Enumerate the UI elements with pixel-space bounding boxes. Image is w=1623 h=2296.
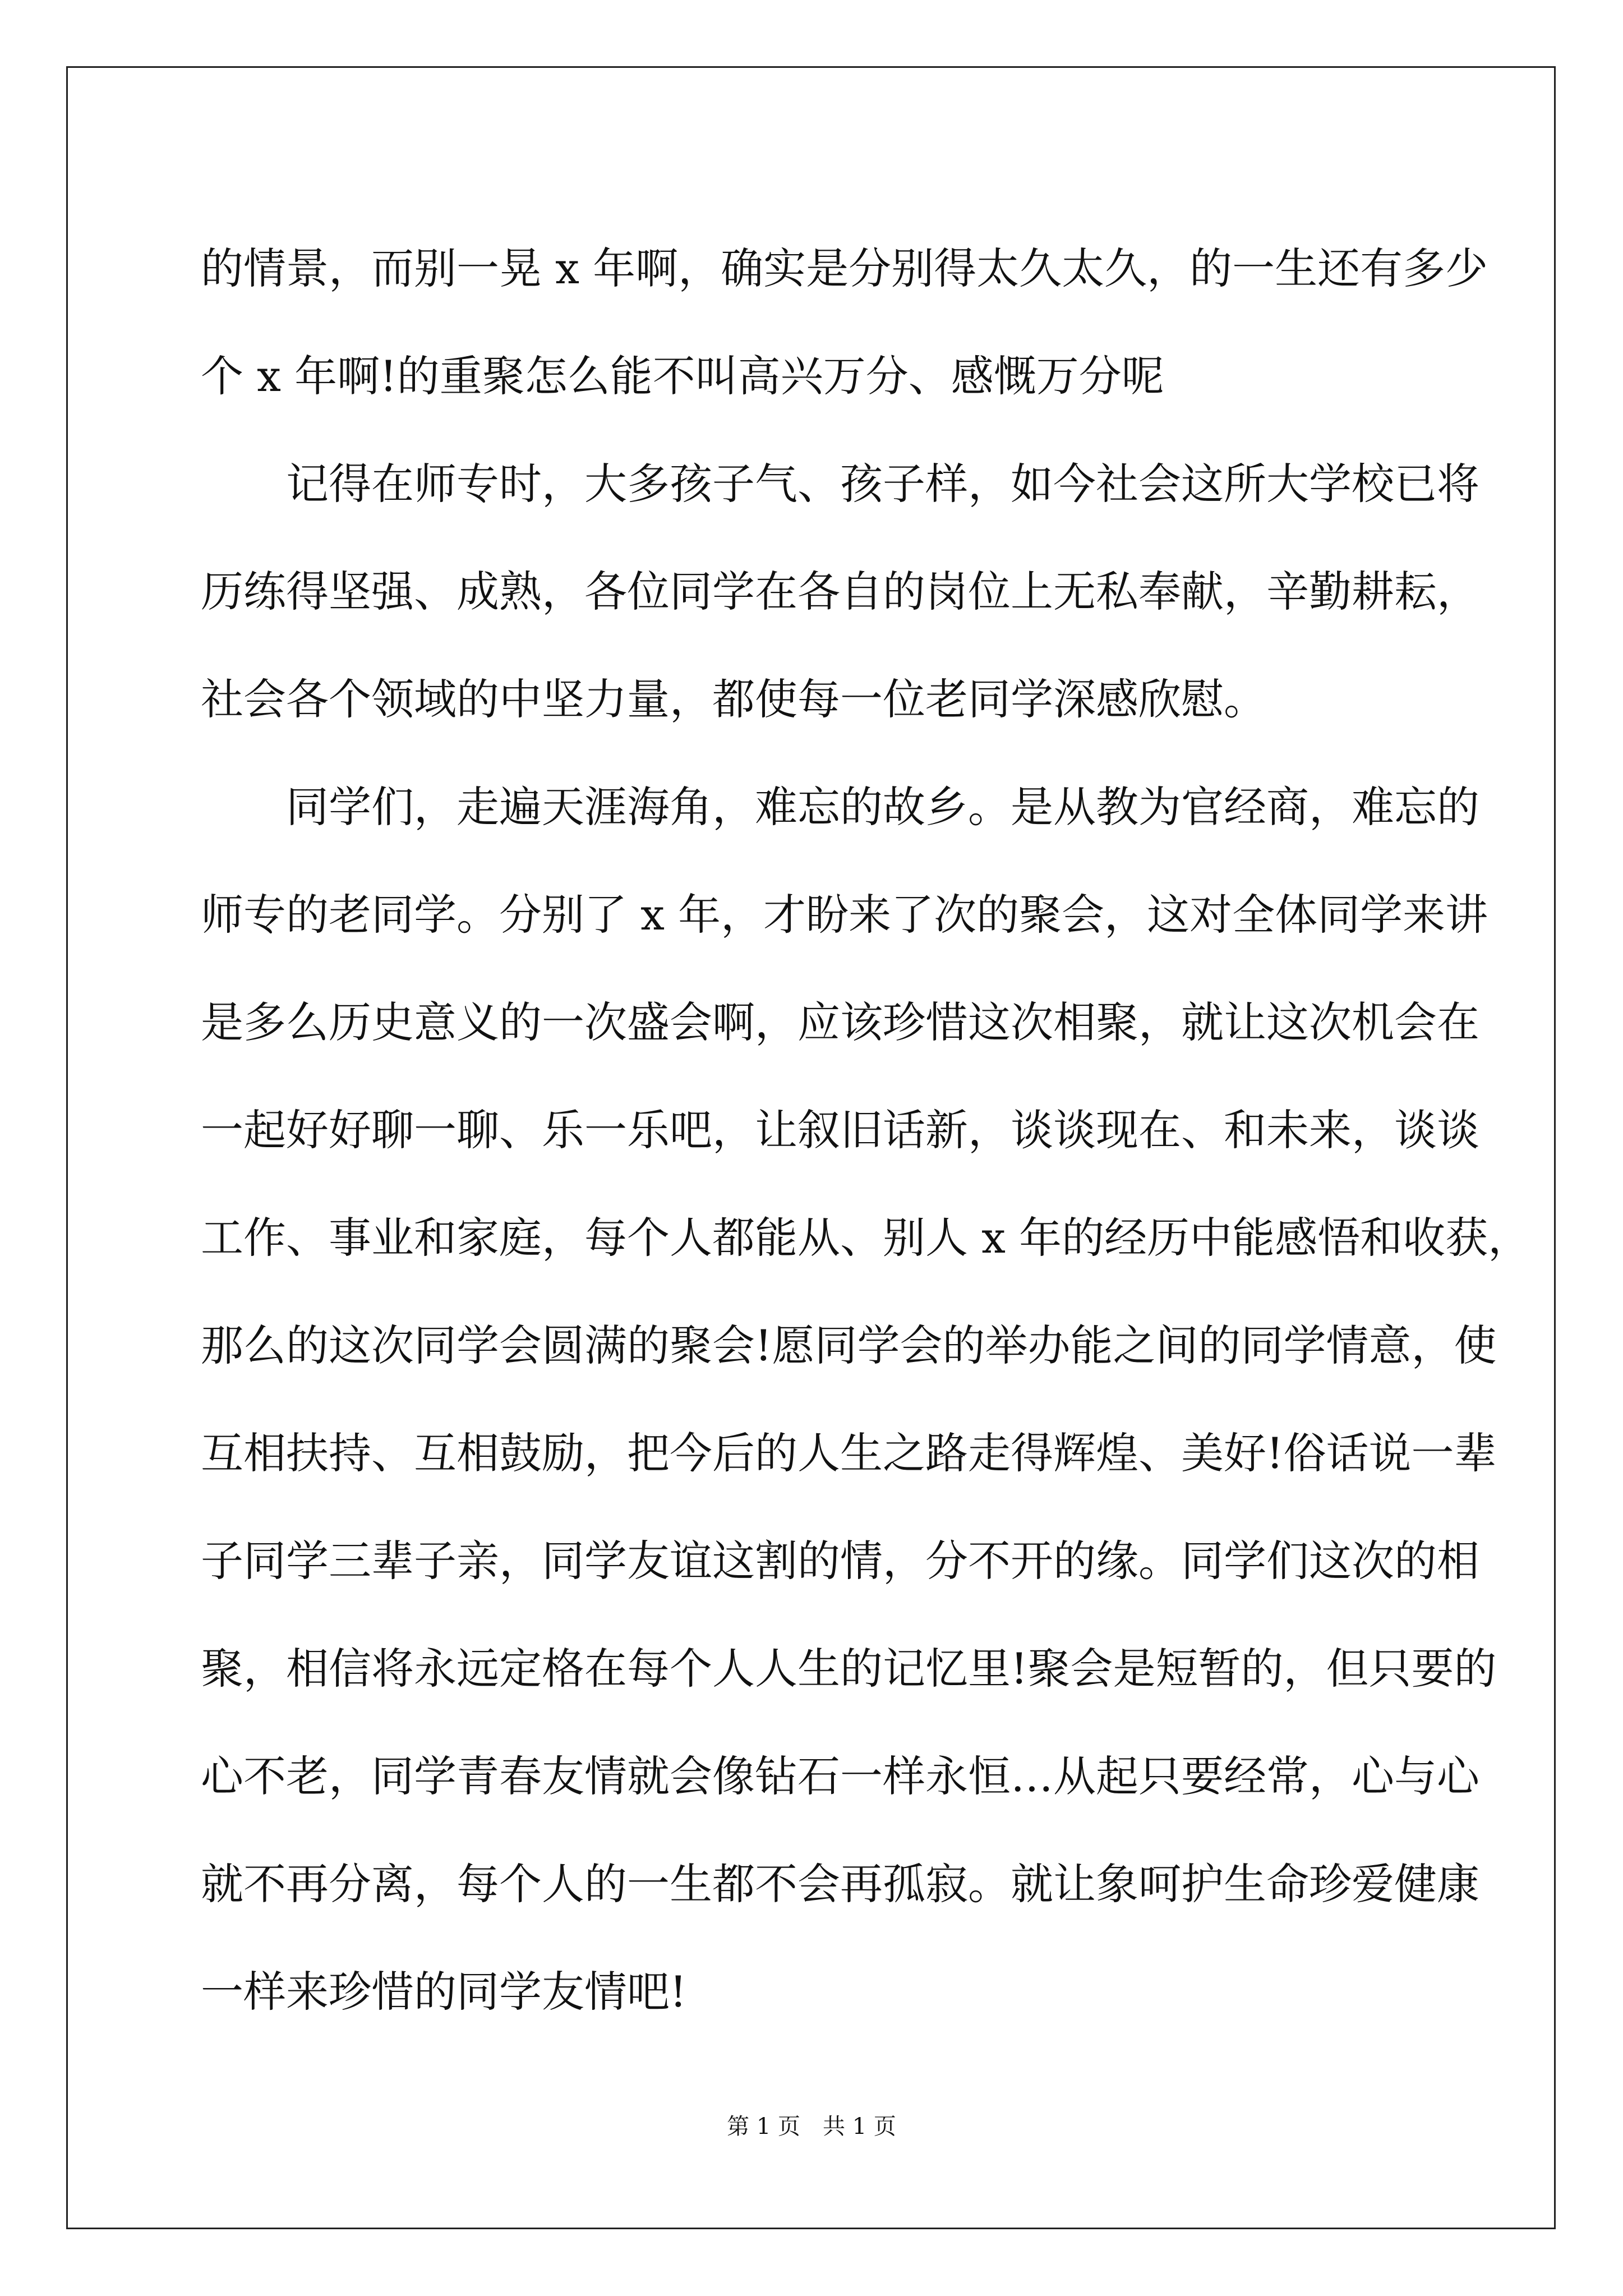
text-line: 一起好好聊一聊、乐一乐吧，让叙旧话新，谈谈现在、和未来，谈谈	[201, 1105, 1479, 1155]
text-line: 互相扶持、互相鼓励，把今后的人生之路走得辉煌、美好!俗话说一辈	[201, 1428, 1497, 1478]
paragraph-first-line: 记得在师专时，大多孩子气、孩子样，如今社会这所大学校已将	[286, 459, 1479, 509]
text-line: 个 x 年啊!的重聚怎么能不叫高兴万分、感慨万分呢	[201, 351, 1164, 401]
paragraph-first-line: 同学们，走遍天涯海角，难忘的故乡。是从教为官经商，难忘的	[286, 782, 1479, 832]
page-footer	[0, 2111, 1623, 2142]
text-line: 那么的这次同学会圆满的聚会!愿同学会的举办能之间的同学情意，使	[201, 1320, 1497, 1370]
text-line: 就不再分离，每个人的一生都不会再孤寂。就让象呵护生命珍爱健康	[201, 1859, 1479, 1909]
text-line: 心不老，同学青春友情就会像钻石一样永恒…从起只要经常，心与心	[201, 1751, 1479, 1801]
text-line: 社会各个领域的中坚力量，都使每一位老同学深感欣慰。	[201, 674, 1266, 724]
text-line: 工作、事业和家庭，每个人都能从、别人 x 年的经历中能感悟和收获，	[201, 1213, 1531, 1263]
text-line: 的情景，而别一晃 x 年啊，确实是分别得太久太久，的一生还有多少	[201, 243, 1488, 293]
text-line: 师专的老同学。分别了 x 年，才盼来了次的聚会，这对全体同学来讲	[201, 890, 1488, 940]
text-line: 历练得坚强、成熟，各位同学在各自的岗位上无私奉献，辛勤耕耘，	[201, 567, 1479, 616]
text-line: 聚，相信将永远定格在每个人人生的记忆里!聚会是短暂的，但只要的	[201, 1644, 1497, 1694]
page-total: 共 1 页	[823, 2114, 896, 2139]
page-number: 第 1 页	[727, 2114, 800, 2139]
text-line: 一样来珍惜的同学友情吧!	[201, 1967, 687, 2017]
text-line: 子同学三辈子亲，同学友谊这割的情，分不开的缘。同学们这次的相	[201, 1536, 1479, 1586]
text-line: 是多么历史意义的一次盛会啊，应该珍惜这次相聚，就让这次机会在	[201, 997, 1479, 1047]
document-body	[201, 215, 1531, 2046]
